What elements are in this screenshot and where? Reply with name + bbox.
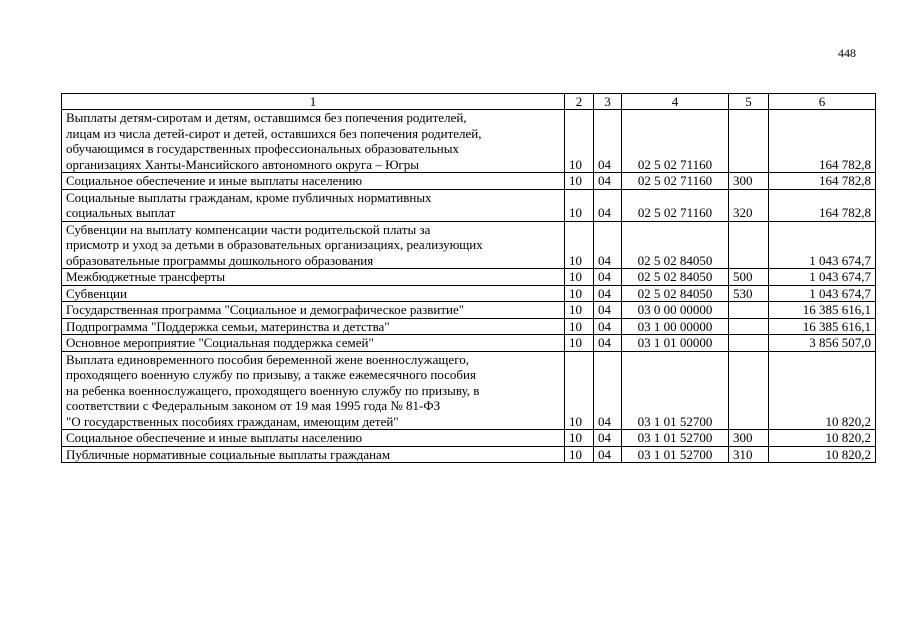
row-expense-type: 300: [729, 430, 769, 447]
row-amount: 16 385 616,1: [769, 318, 876, 335]
row-section-code: 10: [565, 285, 594, 302]
row-section-code: 10: [565, 189, 594, 221]
row-section-code: 10: [565, 221, 594, 269]
budget-table: [61, 93, 876, 463]
row-target-article: 03 1 01 52700: [622, 430, 729, 447]
row-description: Государственная программа "Социальное и демографическое развитие": [62, 302, 565, 319]
row-target-article: 02 5 02 71160: [622, 110, 729, 173]
row-target-article: 03 0 00 00000: [622, 302, 729, 319]
row-description: Социальное обеспечение и иные выплаты населению: [62, 173, 565, 190]
row-expense-type: 300: [729, 173, 769, 190]
row-description: Основное мероприятие "Социальная поддержка семей": [62, 335, 565, 352]
row-target-article: 03 1 01 00000: [622, 335, 729, 352]
row-target-article: 02 5 02 84050: [622, 269, 729, 286]
header-col-4: 4: [622, 94, 729, 110]
table-row: [62, 110, 876, 173]
row-amount: 1 043 674,7: [769, 269, 876, 286]
row-subsection-code: 04: [594, 269, 622, 286]
row-section-code: 10: [565, 430, 594, 447]
table-row: [62, 335, 876, 352]
row-target-article: 02 5 02 71160: [622, 189, 729, 221]
row-amount: 1 043 674,7: [769, 285, 876, 302]
header-col-5: 5: [729, 94, 769, 110]
row-expense-type: 310: [729, 446, 769, 463]
table-row: [62, 351, 876, 430]
row-section-code: 10: [565, 335, 594, 352]
row-subsection-code: 04: [594, 446, 622, 463]
row-expense-type: 500: [729, 269, 769, 286]
table-row: [62, 221, 876, 269]
row-description: Выплата единовременного пособия беременной жене военнослужащего, проходящего военную службу по призыву, а также ежемесячного пособия на ребенка военнослужащего, проходящего военную службу по призыву, в соответствии с Федеральным законом от 19 мая 1995 года № 81-ФЗ "О государственных пособиях гражданам, имеющим детей": [62, 351, 565, 430]
row-expense-type: [729, 318, 769, 335]
row-amount: 1 043 674,7: [769, 221, 876, 269]
table-row: [62, 318, 876, 335]
header-col-3: 3: [594, 94, 622, 110]
row-target-article: 03 1 00 00000: [622, 318, 729, 335]
row-section-code: 10: [565, 302, 594, 319]
row-subsection-code: 04: [594, 221, 622, 269]
table-row: [62, 285, 876, 302]
row-subsection-code: 04: [594, 351, 622, 430]
row-section-code: 10: [565, 269, 594, 286]
table-row: [62, 173, 876, 190]
row-amount: 16 385 616,1: [769, 302, 876, 319]
row-expense-type: [729, 221, 769, 269]
table-row: [62, 302, 876, 319]
row-expense-type: [729, 110, 769, 173]
header-col-2: 2: [565, 94, 594, 110]
row-description: Социальные выплаты гражданам, кроме публичных нормативных социальных выплат: [62, 189, 565, 221]
row-section-code: 10: [565, 351, 594, 430]
row-subsection-code: 04: [594, 302, 622, 319]
row-expense-type: 530: [729, 285, 769, 302]
row-section-code: 10: [565, 318, 594, 335]
row-description: Выплаты детям-сиротам и детям, оставшимся без попечения родителей, лицам из числа детей-сирот и детей, оставшихся без попечения родителей, обучающимся в государственных профессиональных образовательных организациях Ханты-Мансийского автономного округа – Югры: [62, 110, 565, 173]
row-amount: 10 820,2: [769, 446, 876, 463]
row-amount: 164 782,8: [769, 173, 876, 190]
row-subsection-code: 04: [594, 189, 622, 221]
row-section-code: 10: [565, 173, 594, 190]
row-description: Субвенции: [62, 285, 565, 302]
row-section-code: 10: [565, 446, 594, 463]
row-expense-type: [729, 302, 769, 319]
header-col-1: 1: [62, 94, 565, 110]
table-row: [62, 189, 876, 221]
row-target-article: 03 1 01 52700: [622, 351, 729, 430]
table-row: [62, 446, 876, 463]
table-header-row: [62, 94, 876, 110]
row-amount: 3 856 507,0: [769, 335, 876, 352]
row-subsection-code: 04: [594, 430, 622, 447]
row-description: Социальное обеспечение и иные выплаты населению: [62, 430, 565, 447]
row-amount: 164 782,8: [769, 110, 876, 173]
table-row: [62, 430, 876, 447]
row-target-article: 02 5 02 84050: [622, 285, 729, 302]
row-description: Межбюджетные трансферты: [62, 269, 565, 286]
row-subsection-code: 04: [594, 335, 622, 352]
row-description: Публичные нормативные социальные выплаты гражданам: [62, 446, 565, 463]
row-amount: 10 820,2: [769, 430, 876, 447]
row-amount: 10 820,2: [769, 351, 876, 430]
row-section-code: 10: [565, 110, 594, 173]
row-subsection-code: 04: [594, 318, 622, 335]
row-target-article: 02 5 02 71160: [622, 173, 729, 190]
row-target-article: 03 1 01 52700: [622, 446, 729, 463]
row-expense-type: [729, 351, 769, 430]
page-number: 448: [838, 46, 856, 60]
row-target-article: 02 5 02 84050: [622, 221, 729, 269]
row-subsection-code: 04: [594, 110, 622, 173]
row-subsection-code: 04: [594, 173, 622, 190]
row-expense-type: 320: [729, 189, 769, 221]
table-row: [62, 269, 876, 286]
row-description: Субвенции на выплату компенсации части родительской платы за присмотр и уход за детьми в образовательных организациях, реализующих образовательные программы дошкольного образования: [62, 221, 565, 269]
header-col-6: 6: [769, 94, 876, 110]
row-subsection-code: 04: [594, 285, 622, 302]
row-amount: 164 782,8: [769, 189, 876, 221]
row-expense-type: [729, 335, 769, 352]
row-description: Подпрограмма "Поддержка семьи, материнства и детства": [62, 318, 565, 335]
